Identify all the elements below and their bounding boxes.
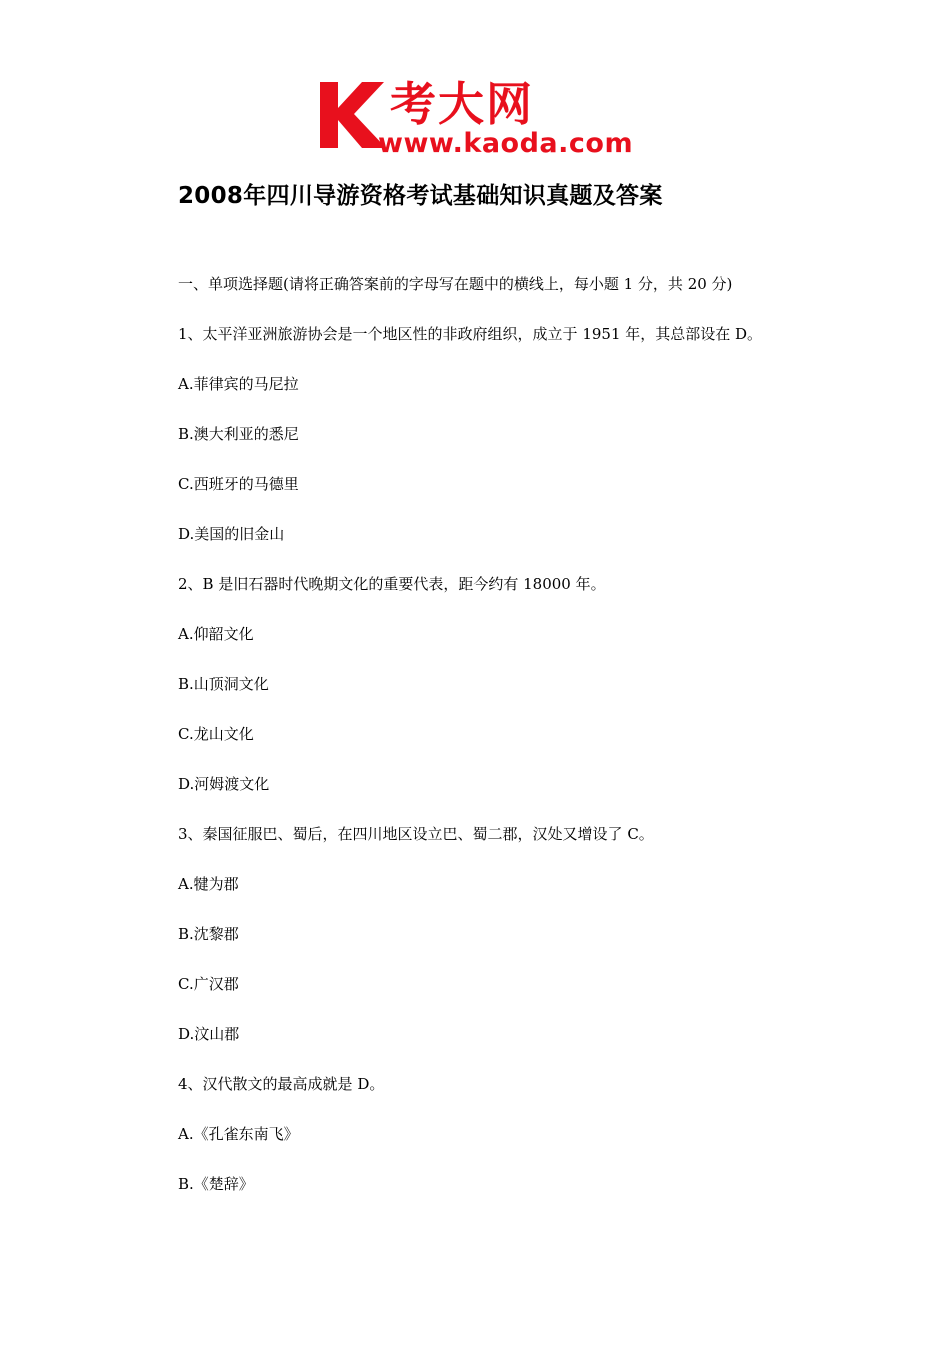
section-heading: 一、单项选择题(请将正确答案前的字母写在题中的横线上，每小题 1 分，共 20 分) (178, 275, 733, 293)
question-1-option-d: D.美国的旧金山 (178, 525, 285, 543)
question-2-option-a: A.仰韶文化 (178, 625, 254, 643)
question-2-option-c: C.龙山文化 (178, 725, 254, 743)
logo-chinese-text: 考大网 (390, 77, 534, 131)
question-2-option-b: B.山顶洞文化 (178, 675, 269, 693)
question-3-option-b: B.沈黎郡 (178, 925, 239, 943)
question-4-option-b: B.《楚辞》 (178, 1175, 254, 1193)
logo-url-text: www.kaoda.com (378, 128, 634, 159)
page-title: 2008年四川导游资格考试基础知识真题及答案 (178, 183, 663, 209)
question-2: 2、B 是旧石器时代晚期文化的重要代表，距今约有 18000 年。 (178, 575, 606, 593)
question-4: 4、汉代散文的最高成就是 D。 (178, 1075, 385, 1093)
question-3-option-c: C.广汉郡 (178, 975, 239, 993)
question-list (178, 272, 918, 1222)
question-2-option-d: D.河姆渡文化 (178, 775, 270, 793)
kaoda-logo[interactable] (318, 77, 640, 160)
question-4-option-a: A.《孔雀东南飞》 (178, 1125, 299, 1143)
question-1-option-a: A.菲律宾的马尼拉 (178, 375, 299, 393)
question-3-option-d: D.汶山郡 (178, 1025, 240, 1043)
question-1-option-c: C.西班牙的马德里 (178, 475, 299, 493)
question-3: 3、秦国征服巴、蜀后，在四川地区设立巴、蜀二郡，汉处又增设了 C。 (178, 825, 654, 843)
question-1-option-b: B.澳大利亚的悉尼 (178, 425, 299, 443)
question-3-option-a: A.犍为郡 (178, 875, 239, 893)
question-1: 1、太平洋亚洲旅游协会是一个地区性的非政府组织，成立于 1951 年，其总部设在 D。 (178, 325, 763, 343)
